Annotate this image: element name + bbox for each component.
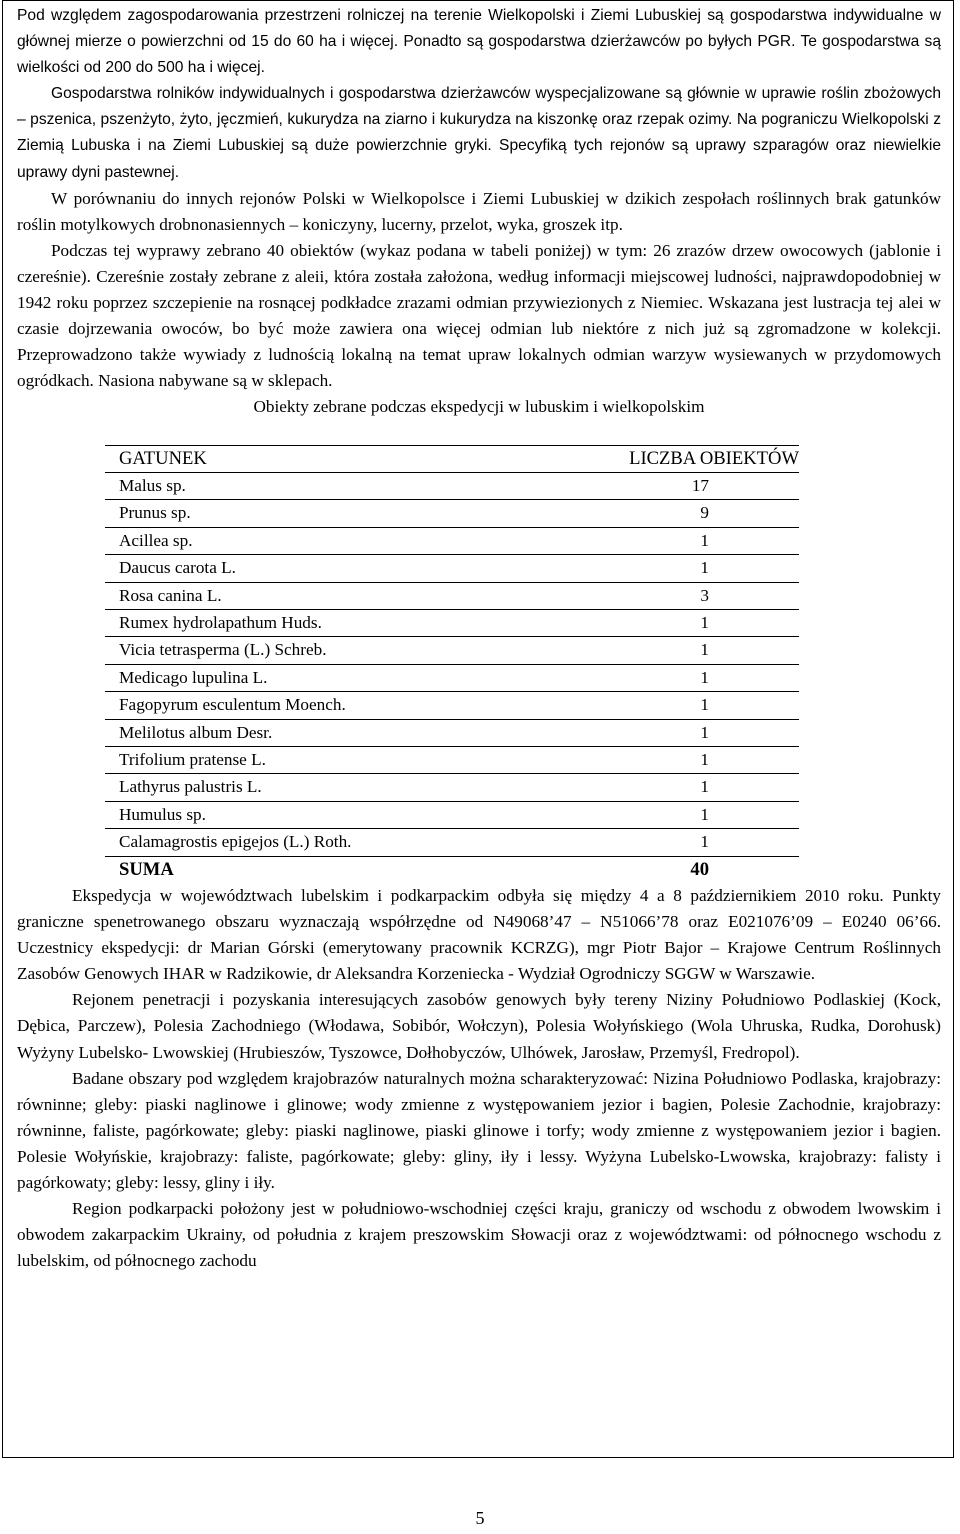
object-count: 3 (485, 582, 799, 609)
table-header-row (105, 445, 799, 472)
header-species: GATUNEK (105, 445, 485, 472)
table-row (105, 637, 799, 664)
table-row (105, 609, 799, 636)
object-count: 1 (485, 746, 799, 773)
species-name: Calamagrostis epigejos (L.) Roth. (105, 829, 485, 856)
table-row (105, 692, 799, 719)
table-row (105, 774, 799, 801)
sum-value: 40 (690, 858, 709, 880)
species-name: Fagopyrum esculentum Moench. (105, 692, 485, 719)
table-row (105, 829, 799, 856)
object-count: 1 (485, 774, 799, 801)
object-count: 1 (485, 829, 799, 856)
object-count: 17 (485, 472, 799, 499)
paragraph-farm-specialization: Gospodarstwa rolników indywidualnych i gospodarstwa dzierżawców wyspecjalizowane są głównie w uprawie roślin zbożowych – pszenica, pszenżyto, żyto, jęczmień, kukurydza na ziarno i kukurydza na kiszonkę oraz rzepak ozimy. Na pograniczu Wielkopolski z Ziemią Lubuska i na Ziemi Lubuskiej są duże powierzchnie gryki. Specyfiką tych rejonów są uprawy szparagów oraz niewielkie uprawy dyni pastewnej. (17, 85, 941, 181)
species-name: Lathyrus palustris L. (105, 774, 485, 801)
object-count: 9 (485, 500, 799, 527)
object-count: 1 (485, 555, 799, 582)
table-row (105, 719, 799, 746)
table-row (105, 746, 799, 773)
species-name: Trifolium pratense L. (105, 746, 485, 773)
paragraph-podkarpacie: Region podkarpacki położony jest w południowo-wschodniej części kraju, graniczy od wschodu z obwodem lwowskim i obwodem zakarpackim Ukrainy, od południa z krajem preszowskim Słowacji oraz z województwami: od północnego wschodu z lubelskim, od północnego zachodu (17, 1199, 941, 1271)
object-count: 1 (485, 719, 799, 746)
table-row (105, 472, 799, 499)
document-page (2, 0, 954, 1458)
object-count: 1 (485, 527, 799, 554)
sum-label: SUMA (119, 858, 174, 880)
paragraph-collected-objects: Podczas tej wyprawy zebrano 40 obiektów (wykaz podana w tabeli poniżej) w tym: 26 zrazów drzew owocowych (jablonie i czereśnie). Czereśnie zostały zebrane z aleii, która została założona, według informacji miejscowej ludności, najprawdopodobniej w 1942 roku poprzez szczepienie na rosnącej podkładce zrazami odmian przywiezionych z Niemiec. Wskazana jest lustracja tej alei w czasie dojrzewania owoców, bo być może zawiera ona więcej odmian lub niektóre z nich już są zgromadzone w kolekcji. Przeprowadzono także wywiady z ludnością lokalną na temat upraw lokalnych odmian warzyw wysiewanych w przydomowych ogródkach. Nasiona nabywane są w sklepach. (17, 240, 941, 391)
object-count: 1 (485, 637, 799, 664)
paragraph-wild-plants: W porównaniu do innych rejonów Polski w Wielkopolsce i Ziemi Lubuskiej w dzikich zespołach roślinnych brak gatunków roślin motylkowych drobnonasiennych – koniczyny, lucerny, przelot, wyka, groszek itp. (17, 188, 941, 234)
species-name: Rumex hydrolapathum Huds. (105, 609, 485, 636)
header-count: LICZBA OBIEKTÓW (485, 445, 799, 472)
table-sum-row (105, 856, 799, 883)
table-row (105, 664, 799, 691)
table-caption: Obiekty zebrane podczas ekspedycji w lubuskim i wielkopolskim (253, 397, 705, 417)
species-name: Melilotus album Desr. (105, 719, 485, 746)
table-row (105, 801, 799, 828)
table-row (105, 527, 799, 554)
object-count: 1 (485, 801, 799, 828)
object-count: 1 (485, 692, 799, 719)
species-name: Humulus sp. (105, 801, 485, 828)
species-name: Malus sp. (105, 472, 485, 499)
paragraph-landscapes: Badane obszary pod względem krajobrazów naturalnych można scharakteryzować: Nizina Południowo Podlaska, krajobrazy: równinne; gleby: piaski naglinowe i glinowe; wody zmienne z występowaniem jezior i bagien, Polesie Zachodnie, krajobrazy: równinne, faliste, pagórkowate; gleby: piaski naglinowe, piaski glinowe i torfy; wody zmienne z występowaniem jezior i bagien. Polesie Wołyńskie, krajobrazy: faliste, pagórkowate; gleby: gliny, iły i lessy. Wyżyna Lubelsko-Lwowska, krajobrazy: falisty i pagórkowaty; gleby: lessy, gliny i iły. (17, 1068, 941, 1193)
paragraph-expedition: Ekspedycja w województwach lubelskim i podkarpackim odbyła się między 4 a 8 październikiem 2010 roku. Punkty graniczne spenetrowanego obszaru wyznaczają współrzędne od N49068’47 – N51066’78 oraz E021076’09 – E0240 06’66. Uczestnicy ekspedycji: dr Marian Górski (emerytowany pracownik KCRZG), mgr Piotr Bajor – Krajowe Centrum Roślinnych Zasobów Genowych IHAR w Radzikowie, dr Aleksandra Korzeniecka - Wydział Ogrodniczy SGGW w Warszawie. (17, 886, 941, 984)
species-name: Medicago lupulina L. (105, 664, 485, 691)
table-row (105, 582, 799, 609)
table-row (105, 500, 799, 527)
species-name: Daucus carota L. (105, 555, 485, 582)
paragraph-land-use: Pod względem zagospodarowania przestrzeni rolniczej na terenie Wielkopolski i Ziemi Lubuskiej są gospodarstwa indywidualne w głównej mierze o powierzchni od 15 do 60 ha i więcej. Ponadto są gospodarstwa dzierżawców po byłych PGR. Te gospodarstwa są wielkości od 200 do 500 ha i więcej. (17, 7, 941, 77)
object-count: 1 (485, 664, 799, 691)
table-row (105, 555, 799, 582)
species-name: Acillea sp. (105, 527, 485, 554)
object-count: 1 (485, 609, 799, 636)
species-name: Vicia tetrasperma (L.) Schreb. (105, 637, 485, 664)
page-number: 5 (475, 1508, 485, 1528)
objects-table (105, 445, 799, 884)
species-name: Prunus sp. (105, 500, 485, 527)
species-name: Rosa canina L. (105, 582, 485, 609)
paragraph-penetration-region: Rejonem penetracji i pozyskania interesujących zasobów genowych były tereny Niziny Południowo Podlaskiej (Kock, Dębica, Parczew), Polesia Zachodniego (Włodawa, Sobibór, Wołczyn), Polesia Wołyńskiego (Wola Uhruska, Rudka, Dorohusk) Wyżyny Lubelsko- Lwowskiej (Hrubieszów, Tyszowce, Dołhobyczów, Ulhówek, Jarosław, Przemyśl, Fredropol). (17, 990, 941, 1062)
